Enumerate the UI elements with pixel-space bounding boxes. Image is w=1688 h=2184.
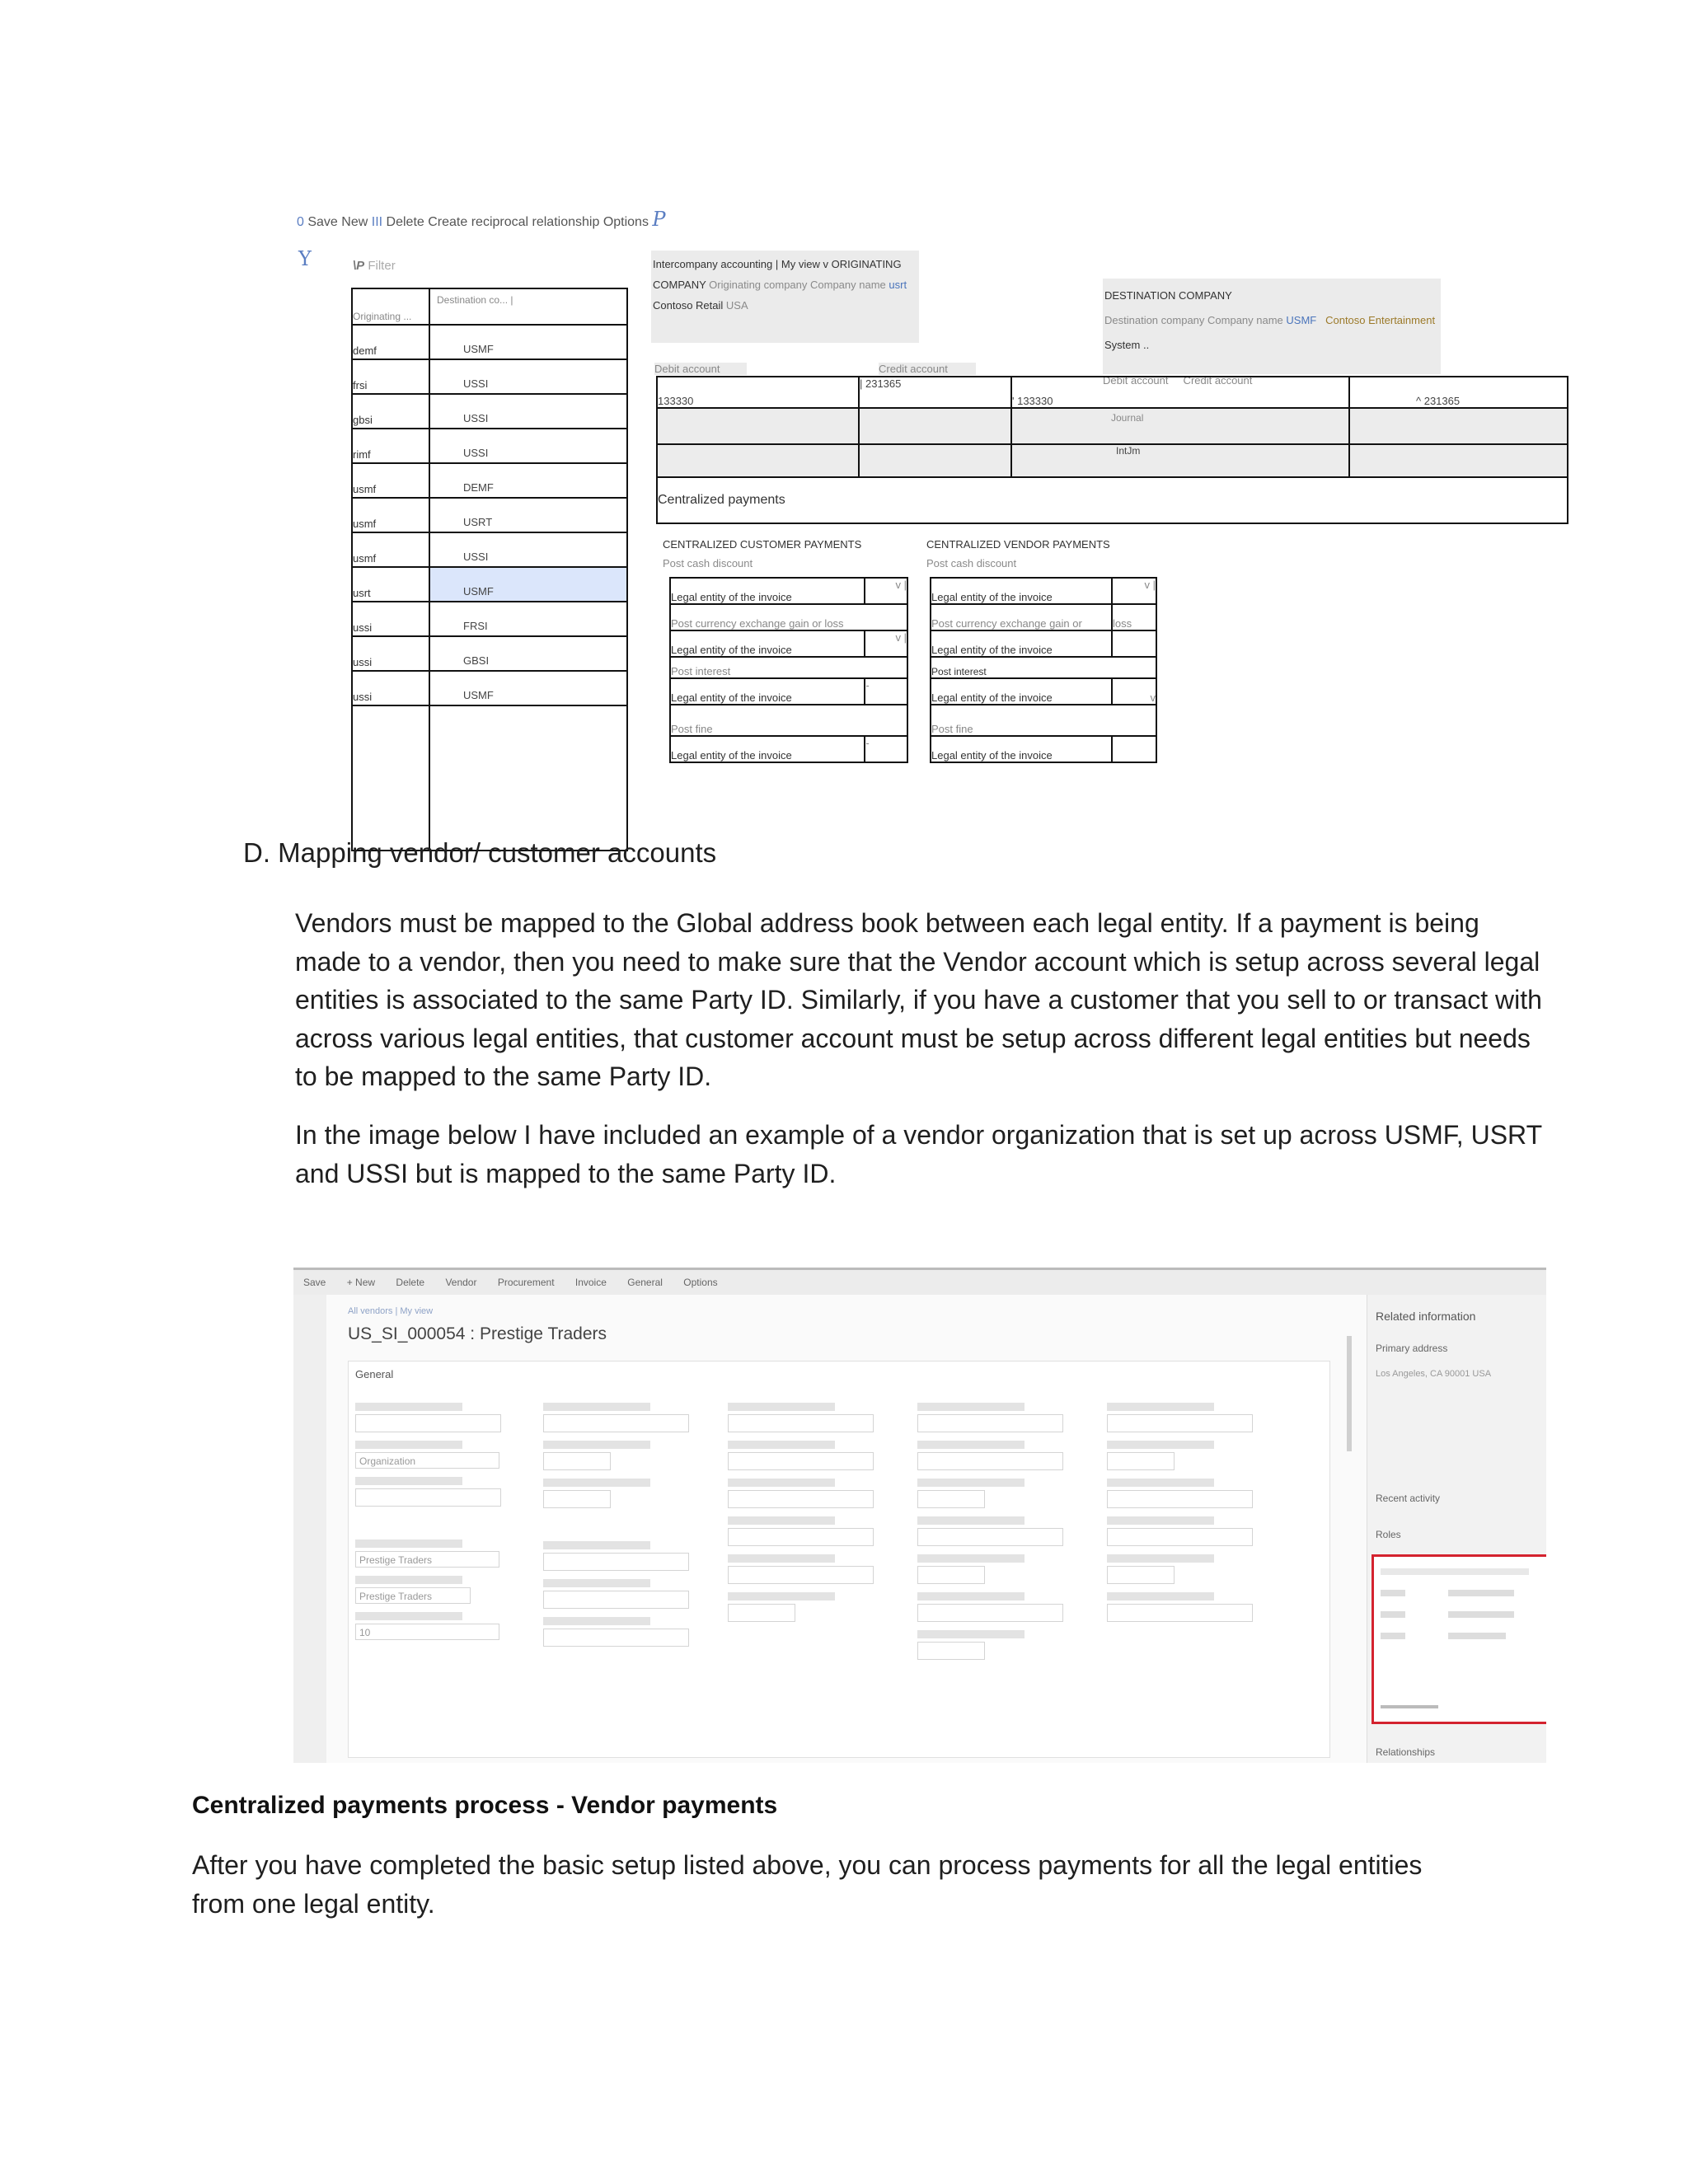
destination-debit-field[interactable]: ' 133330	[1011, 377, 1349, 408]
filter-input[interactable]	[353, 259, 396, 273]
destination-cell: USMF	[429, 671, 627, 705]
table-row[interactable]	[352, 463, 627, 498]
toolbar-new-button[interactable]: + New	[346, 1277, 376, 1288]
destination-account-labels: Debit account Credit account	[1103, 374, 1253, 387]
originating-cell: rimf	[352, 429, 429, 463]
chevron-down-icon[interactable]: v |	[1112, 578, 1156, 604]
breadcrumb[interactable]: All vendors | My view	[348, 1306, 434, 1316]
destination-cell: USSI	[429, 429, 627, 463]
table-row[interactable]	[352, 498, 627, 532]
filter-prefix: \P	[353, 259, 365, 273]
customer-interest-select[interactable]: Legal entity of the invoice	[670, 678, 865, 705]
vendor-fine-label: Post fine	[931, 705, 1156, 736]
new-button[interactable]: New	[341, 215, 368, 229]
originating-cell: ussi	[352, 636, 429, 671]
toolbar-invoice-tab[interactable]: Invoice	[574, 1277, 607, 1288]
save-button[interactable]: Save	[307, 215, 338, 229]
vendor-title: US_SI_000054 : Prestige Traders	[348, 1324, 607, 1343]
relationship-table	[351, 288, 628, 851]
originating-cell: usmf	[352, 463, 429, 498]
recent-activity-heading[interactable]: Recent activity	[1376, 1493, 1441, 1504]
create-reciprocal-button[interactable]: Create reciprocal relationship	[428, 215, 600, 229]
originating-heading: ORIGINATING	[831, 258, 902, 270]
type-field[interactable]: Organization	[355, 1452, 499, 1469]
originating-cell: usmf	[352, 532, 429, 567]
centralized-payments-label: Centralized payments	[657, 477, 1568, 523]
related-information-heading[interactable]: Related information	[1376, 1310, 1476, 1323]
table-row[interactable]	[352, 359, 627, 394]
statement-column	[1107, 1394, 1272, 1622]
toolbar-delete-button[interactable]: Delete	[396, 1277, 425, 1288]
account-grid	[656, 376, 1568, 524]
vertical-scrollbar[interactable]	[1347, 1336, 1352, 1451]
customer-cash-discount-label: Post cash discount	[663, 557, 753, 569]
relationships-heading[interactable]: Relationships	[1376, 1746, 1436, 1758]
search-icon[interactable]: P	[652, 208, 666, 231]
company-label: COMPANY	[653, 279, 706, 291]
roles-highlight-box	[1372, 1554, 1546, 1724]
identification-column	[355, 1394, 520, 1640]
destination-cell: USSI	[429, 359, 627, 394]
originating-cell: ussi	[352, 602, 429, 636]
table-empty-area	[352, 705, 627, 851]
vendor-cash-discount-label: Post cash discount	[926, 557, 1017, 569]
destination-cell: FRSI	[429, 602, 627, 636]
vendor-exchange-select[interactable]: Legal entity of the invoice	[931, 630, 1112, 657]
options-button[interactable]: Options	[603, 215, 649, 229]
vendor-exchange-label: Post currency exchange gain or	[931, 604, 1112, 630]
col-destination[interactable]: Destination co... |	[429, 288, 627, 325]
customer-payments-heading: CENTRALIZED CUSTOMER PAYMENTS	[663, 538, 862, 551]
vendor-toolbar	[293, 1270, 1546, 1295]
toolbar-general-tab[interactable]: General	[627, 1277, 663, 1288]
originating-country: USA	[725, 299, 748, 312]
toolbar-options-tab[interactable]: Options	[683, 1277, 718, 1288]
filter-placeholder: Filter	[368, 259, 396, 273]
section-d-paragraph-1: Vendors must be mapped to the Global address book between each legal entity. If a payment is being made to a vendor, then you need to make sure that the Vendor account which is setup across several legal entities is associated to the same Party ID. Similarly, if you have a customer that you sell to or transact with across various legal entities, that customer account must be setup across different legal entities but needs to be mapped to the same Party ID.	[295, 908, 1542, 1091]
debit-account-label: Debit account	[654, 363, 747, 375]
vendor-interest-label: Post interest	[931, 657, 1156, 678]
related-information-pane	[1367, 1295, 1546, 1763]
table-row[interactable]	[352, 429, 627, 463]
table-row[interactable]	[352, 602, 627, 636]
originating-company-panel	[651, 251, 919, 343]
originating-cell: usmf	[352, 498, 429, 532]
collaboration-column	[728, 1394, 893, 1622]
filter-strip	[293, 1295, 326, 1763]
originating-company-code[interactable]: usrt	[889, 279, 907, 291]
chevron-down-icon[interactable]: v	[1112, 678, 1156, 705]
primary-address-heading[interactable]: Primary address	[1376, 1343, 1448, 1354]
vendor-fine-select[interactable]: Legal entity of the invoice	[931, 736, 1112, 762]
section-d-paragraph-2: In the image below I have included an example of a vendor organization that is set up across USMF, USRT and USSI but is mapped to the same Party ID.	[295, 1120, 1542, 1188]
filter-funnel-icon[interactable]: Y	[298, 247, 312, 270]
vendor-screenshot	[293, 1268, 1546, 1763]
destination-cell: USSI	[429, 394, 627, 429]
name-field[interactable]: Prestige Traders	[355, 1551, 499, 1568]
invoice-column	[917, 1394, 1082, 1660]
roles-heading[interactable]: Roles	[1376, 1529, 1401, 1540]
credit-account-field[interactable]: | 231365	[859, 377, 1011, 408]
journal-label: Journal	[1011, 408, 1349, 444]
toolbar-zero-icon: 0	[297, 215, 304, 229]
delete-button[interactable]: Delete	[386, 215, 424, 229]
vendor-exchange-loss-label: loss	[1112, 604, 1156, 630]
destination-cell: USMF	[429, 325, 627, 359]
intercompany-accounting-label: Intercompany accounting	[653, 258, 773, 270]
customer-payments-grid	[669, 577, 908, 763]
table-row[interactable]	[352, 532, 627, 567]
destination-company-panel	[1103, 279, 1441, 374]
table-row[interactable]	[352, 636, 627, 671]
general-fasttab	[348, 1361, 1330, 1758]
destination-credit-field[interactable]: ^ 231365	[1349, 377, 1568, 408]
vendor-payments-section-paragraph: After you have completed the basic setup listed above, you can process payments for all the legal entities from one legal entity.	[192, 1850, 1423, 1919]
customer-interest-label: Post interest	[670, 657, 907, 678]
vendor-payments-section-heading: Centralized payments process - Vendor payments	[192, 1792, 778, 1819]
originating-cell: gbsi	[352, 394, 429, 429]
chevron-down-icon[interactable]: -	[865, 736, 907, 762]
chevron-down-icon[interactable]: -	[865, 678, 907, 705]
col-originating[interactable]: Originating ...	[352, 288, 429, 325]
section-d-heading: D. Mapping vendor/ customer accounts	[243, 837, 717, 868]
destination-company-code[interactable]: USMF	[1286, 314, 1317, 326]
destination-cell: USMF	[429, 567, 627, 602]
customer-exchange-select[interactable]: Legal entity of the invoice	[670, 630, 865, 657]
system-label: System ..	[1104, 339, 1150, 351]
destination-company-labels: Destination company Company name	[1104, 314, 1283, 326]
vendor-main-pane	[326, 1295, 1367, 1763]
table-row[interactable]	[352, 394, 627, 429]
destination-cell: DEMF	[429, 463, 627, 498]
credit-account-label: Credit account	[879, 363, 976, 375]
primary-address-text: Los Angeles, CA 90001 USA	[1376, 1369, 1492, 1379]
other-info-column	[543, 1394, 708, 1647]
search-name-field[interactable]: Prestige Traders	[355, 1587, 471, 1604]
customer-exchange-label: Post currency exchange gain or loss	[670, 604, 907, 630]
customer-cash-discount-select[interactable]: Legal entity of the invoice	[670, 578, 865, 604]
delete-icon: III	[371, 215, 383, 229]
originating-company-name: Contoso Retail	[653, 299, 724, 312]
customer-fine-select[interactable]: Legal entity of the invoice	[670, 736, 865, 762]
originating-company-labels: Originating company Company name	[709, 279, 886, 291]
figure1-toolbar	[297, 208, 666, 231]
customer-fine-label: Post fine	[670, 705, 907, 736]
vendor-payments-heading: CENTRALIZED VENDOR PAYMENTS	[926, 538, 1110, 551]
vendor-interest-select[interactable]: Legal entity of the invoice	[931, 678, 1112, 705]
chevron-down-icon[interactable]: v |	[865, 630, 907, 657]
table-row[interactable]	[352, 671, 627, 705]
roles-row-company	[1381, 1590, 1405, 1596]
group-field[interactable]: 10	[355, 1624, 499, 1640]
destination-company-name: Contoso Entertainment	[1325, 314, 1436, 326]
originating-cell: demf	[352, 325, 429, 359]
vendor-payments-grid	[930, 577, 1157, 763]
debit-account-field[interactable]: 133330	[657, 377, 859, 408]
chevron-down-icon[interactable]: v |	[865, 578, 907, 604]
originating-cell: ussi	[352, 671, 429, 705]
table-row-selected[interactable]	[352, 567, 627, 602]
destination-cell: USRT	[429, 498, 627, 532]
toolbar-save-button[interactable]: Save	[303, 1277, 326, 1288]
journal-field[interactable]: IntJm	[1011, 444, 1349, 477]
general-heading[interactable]: General	[355, 1368, 394, 1380]
destination-heading: DESTINATION COMPANY	[1104, 289, 1232, 302]
destination-cell: USSI	[429, 532, 627, 567]
my-view-dropdown[interactable]: | My view v	[775, 258, 828, 270]
table-row[interactable]	[352, 325, 627, 359]
vendor-cash-discount-select[interactable]: Legal entity of the invoice	[931, 578, 1112, 604]
toolbar-vendor-tab[interactable]: Vendor	[445, 1277, 477, 1288]
destination-cell: GBSI	[429, 636, 627, 671]
originating-cell: frsi	[352, 359, 429, 394]
roles-row-account	[1448, 1590, 1514, 1596]
toolbar-procurement-tab[interactable]: Procurement	[497, 1277, 555, 1288]
originating-cell: usrt	[352, 567, 429, 602]
